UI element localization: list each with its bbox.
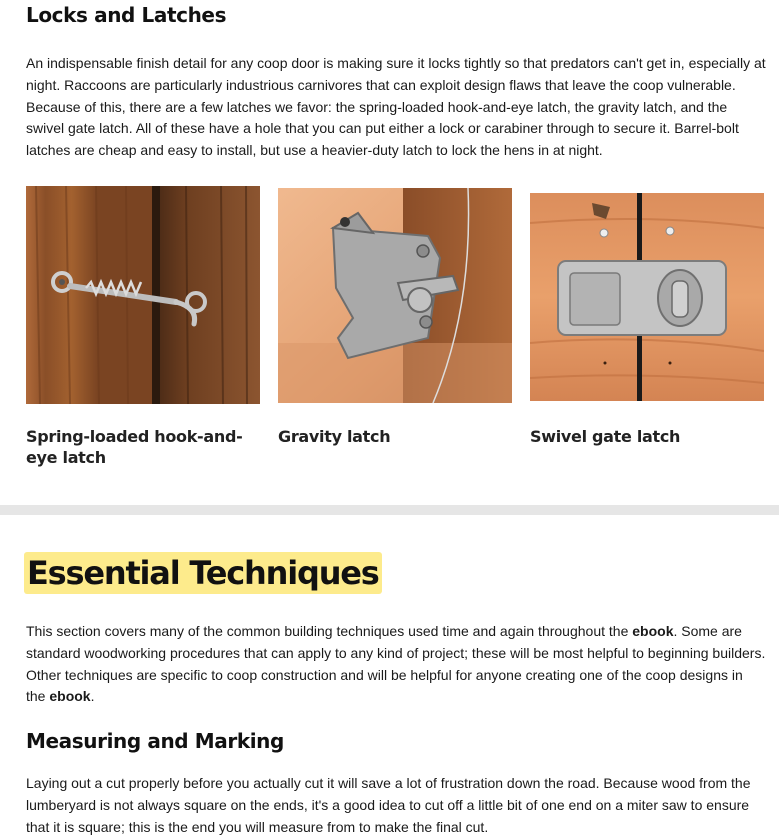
hook-and-eye-latch-photo: [26, 186, 260, 404]
intro-text-3: .: [90, 688, 95, 705]
essential-techniques-title: Essential Techniques: [24, 552, 382, 594]
techniques-intro: [26, 621, 766, 708]
latch-caption-swivel-gate: Swivel gate latch: [530, 427, 681, 446]
latch-caption-hook-and-eye: Spring-loaded hook-and-eye latch: [26, 427, 243, 467]
ebook-term: ebook: [49, 688, 91, 705]
intro-text-1: This section covers many of the common building techniques used time and again throughout the: [26, 623, 633, 639]
measuring-heading: Measuring and Marking: [26, 729, 284, 753]
measuring-paragraph: Laying out a cut properly before you actually cut it will save a lot of frustration down the road. Because wood from the lumberyard is not always square on the ends, it's a good idea to cut off a little bit of one end on a miter saw to ensure that it is square; this is the end you will measure from to make the final cut.: [26, 775, 751, 835]
locks-heading: Locks and Latches: [26, 3, 227, 27]
latch-caption-gravity: Gravity latch: [278, 427, 391, 446]
locks-paragraph: An indispensable finish detail for any coop door is making sure it locks tightly so that predators can't get in, especially at night. Raccoons are particularly industrious carnivores that can exploit design flaws that leave the coop vulnerable. Because of this, there are a few latches we favor: the spring-loaded hook-and-eye latch, the gravity latch, and the swivel gate latch. All of these have a hole that you can put either a lock or carabiner through to secure it. Barrel-bolt latches are cheap and easy to install, but use a heavier-duty latch to lock the hens in at night.: [26, 55, 766, 159]
swivel-gate-latch-photo: [530, 193, 764, 401]
ebook-term: ebook: [632, 623, 674, 639]
section-divider: [0, 505, 779, 515]
gravity-latch-photo: [278, 188, 512, 403]
intro-text-2: . Some are standard woodworking procedures that can apply to any kind of project; these will be most helpful to beginning builders. Other techniques are specific to coop construction and will be helpful for anyone creating one of the coop designs in the: [26, 623, 766, 705]
